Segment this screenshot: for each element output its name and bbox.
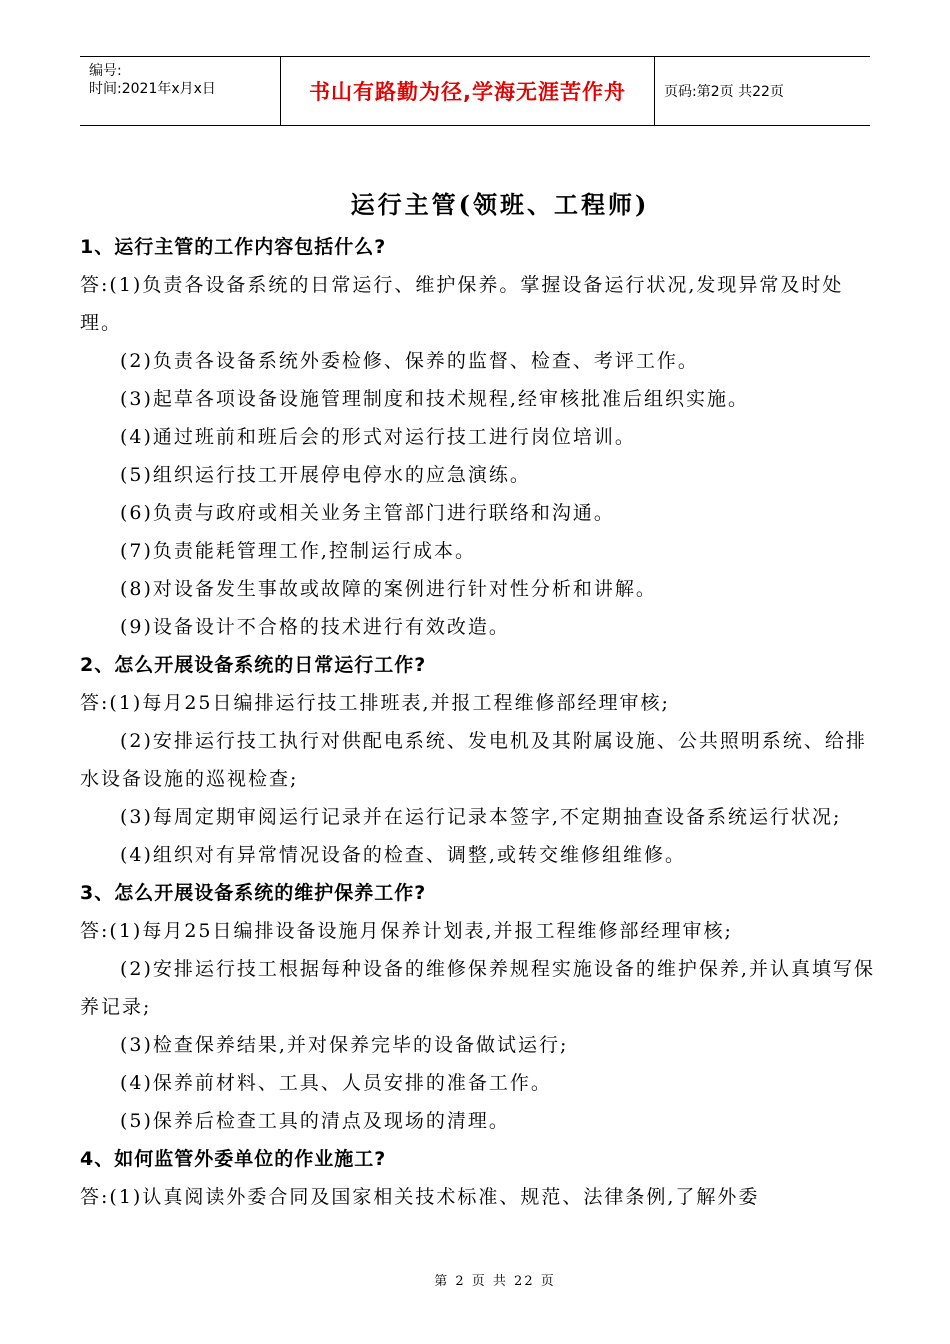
answer-paragraph: 答:(1)认真阅读外委合同及国家相关技术标准、规范、法律条例,了解外委 xyxy=(80,1186,760,1208)
document-title: 运行主管(领班、工程师) xyxy=(350,190,650,219)
answer-item: (3)每周定期审阅运行记录并在运行记录本签字,不定期抽查设备系统运行状况; xyxy=(120,806,842,828)
document-time-label: 时间:2021年x月x日 xyxy=(89,81,216,97)
answer-paragraph: 答:(1)负责各设备系统的日常运行、维护保养。掌握设备运行状况,发现异常及时处理。 xyxy=(80,274,844,334)
answer-item: (2)负责各设备系统外委检修、保养的监督、检查、考评工作。 xyxy=(120,350,699,372)
question-heading: 2、怎么开展设备系统的日常运行工作? xyxy=(80,654,427,676)
question-heading: 3、怎么开展设备系统的维护保养工作? xyxy=(80,882,427,904)
document-number-label: 编号: xyxy=(89,63,122,79)
answer-item: (8)对设备发生事故或故障的案例进行针对性分析和讲解。 xyxy=(120,578,657,600)
answer-item: (2)安排运行技工执行对供配电系统、发电机及其附属设施、公共照明系统、给排水设备设施的巡视检查; xyxy=(80,730,867,790)
answer-item: (4)通过班前和班后会的形式对运行技工进行岗位培训。 xyxy=(120,426,636,448)
question-heading: 1、运行主管的工作内容包括什么? xyxy=(80,236,387,258)
answer-item: (3)起草各项设备设施管理制度和技术规程,经审核批准后组织实施。 xyxy=(120,388,749,410)
header-page-info: 页码:第2页 共22页 xyxy=(664,84,784,100)
answer-item: (6)负责与政府或相关业务主管部门进行联络和沟通。 xyxy=(120,502,615,524)
answer-item: (7)负责能耗管理工作,控制运行成本。 xyxy=(120,540,476,562)
document-body xyxy=(80,182,880,1216)
answer-item: (5)保养后检查工具的清点及现场的清理。 xyxy=(120,1110,510,1132)
header-left-cell xyxy=(80,57,281,125)
answer-item: (4)组织对有异常情况设备的检查、调整,或转交维修组维修。 xyxy=(120,844,686,866)
header-motto: 书山有路勤为径,学海无涯苦作舟 xyxy=(281,57,655,125)
answer-paragraph: 答:(1)每月25日编排运行技工排班表,并报工程维修部经理审核; xyxy=(80,692,670,714)
answer-item: (9)设备设计不合格的技术进行有效改造。 xyxy=(120,616,510,638)
answer-item: (5)组织运行技工开展停电停水的应急演练。 xyxy=(120,464,531,486)
answer-item: (4)保养前材料、工具、人员安排的准备工作。 xyxy=(120,1072,552,1094)
answer-item: (3)检查保养结果,并对保养完毕的设备做试运行; xyxy=(120,1034,569,1056)
page-footer: 第 2 页 共 22 页 xyxy=(434,1274,556,1289)
answer-item: (2)安排运行技工根据每种设备的维修保养规程实施设备的维护保养,并认真填写保养记录; xyxy=(80,958,875,1018)
question-heading: 4、如何监管外委单位的作业施工? xyxy=(80,1148,387,1170)
answer-paragraph: 答:(1)每月25日编排设备设施月保养计划表,并报工程维修部经理审核; xyxy=(80,920,733,942)
header-table xyxy=(80,56,870,126)
